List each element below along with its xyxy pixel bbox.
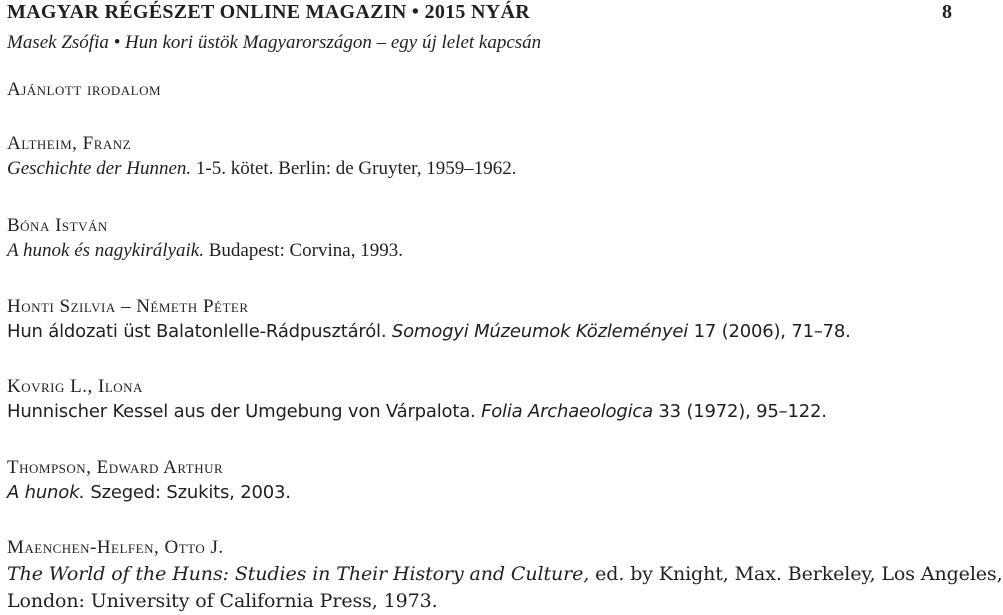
entry-citation (7, 482, 291, 503)
entry-author: Maenchen-Helfen, Otto J. (7, 537, 224, 558)
entry-publication: ed. by Knight, Max. Berkeley, Los Angeles, (589, 563, 1003, 585)
entry-author: Bóna István (7, 215, 108, 236)
entry-author: Altheim, Franz (7, 133, 132, 154)
magazine-title: MAGYAR RÉGÉSZET ONLINE MAGAZIN • 2015 NYÁR (7, 1, 530, 23)
entry-author: Thompson, Edward Arthur (7, 457, 224, 478)
entry-author: Kovrig L., Ilona (7, 376, 143, 397)
entry-title: A hunok és nagykirályaik. (7, 240, 204, 261)
entry-title: The World of the Huns: Studies in Their History and Culture, (7, 563, 590, 585)
entry-citation (7, 321, 851, 342)
entry-title: Hunnischer Kessel aus der Umgebung von Várpalota. (7, 401, 482, 422)
article-author-title: Masek Zsófia • Hun kori üstök Magyarországon – egy új lelet kapcsán (7, 32, 542, 53)
entry-publication: 33 (1972), 95–122. (652, 401, 827, 422)
entry-title: Hun áldozati üst Balatonlelle-Rádpusztáról. (7, 321, 392, 342)
entry-publication: Budapest: Corvina, 1993. (204, 240, 403, 261)
entry-citation-continued: London: University of California Press, 1973. (7, 590, 438, 612)
entry-citation (7, 240, 403, 262)
section-heading: Ajánlott irodalom (7, 79, 162, 100)
entry-publication: 17 (2006), 71–78. (688, 321, 851, 342)
entry-citation (7, 158, 517, 180)
entry-citation (7, 563, 1003, 585)
entry-author: Honti Szilvia – Németh Péter (7, 296, 249, 317)
entry-publication: Szeged: Szukits, 2003. (84, 482, 291, 503)
entry-journal: Folia Archaeologica (481, 401, 653, 422)
entry-title: Geschichte der Hunnen. (7, 158, 192, 179)
entry-citation (7, 401, 827, 422)
entry-title: A hunok. (7, 482, 85, 503)
entry-journal: Somogyi Múzeumok Közleményei (391, 321, 689, 342)
entry-publication: 1-5. kötet. Berlin: de Gruyter, 1959–1962. (191, 158, 517, 179)
page-number: 8 (942, 1, 952, 23)
